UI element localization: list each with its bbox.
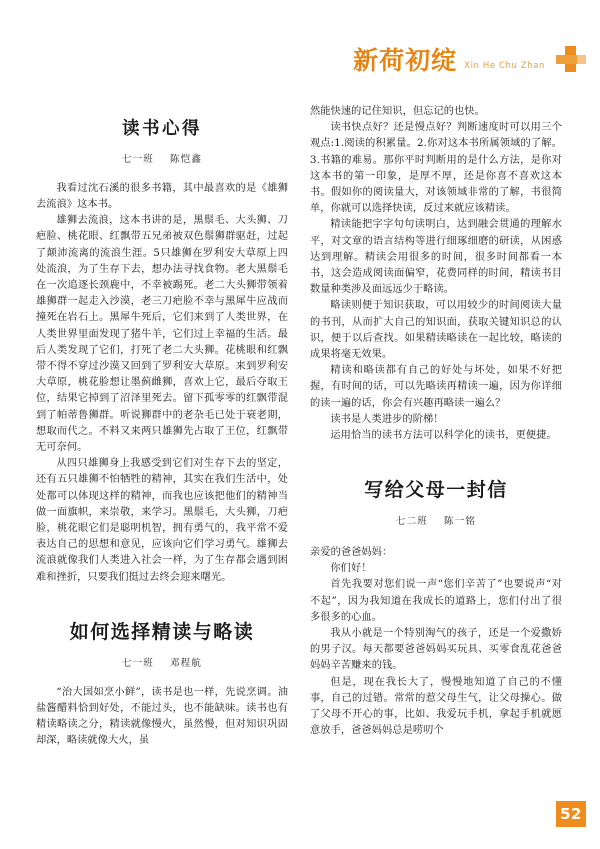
byline-author: 陈恺鑫 [170,153,203,165]
article-title-letter-to-parents: 写给父母一封信 [364,479,508,502]
page-number-badge: 52 [556,801,586,827]
article-title-reading-notes: 读书心得 [122,119,202,139]
paragraph: 首先我要对您们说一声“您们辛苦了”也要说声“对不起”，因为我知道在我成长的道路上，您们付出了很多很多的心血。 [310,579,562,623]
byline-class: 七一班 [121,153,154,165]
byline-class: 七一班 [121,657,154,669]
byline-class: 七二班 [395,515,428,527]
letter-greeting: 你们好！ [330,563,372,575]
paragraph: 从四只雄狮身上我感受到它们对生存下去的坚定，还有五只雄狮不怕牺牲的精神，其实在我们生活中，处处都可以体现这样的精神，而我也应该把他们的精神当做一面旗帜，来崇敬，来学习。黑鬃毛，大头狮，刀疤脸，桃花眼它们是聪明机智，拥有勇气的，我平常不爱表达自己的思想和意见，应该向它们学习勇气。雄狮去流浪就像我们人类进入社会一样，为了生存都会遇到困难和挫折，只要我们挺过去终会迎来曙光。 [36,458,288,583]
byline-author: 邓程航 [170,657,203,669]
paragraph: 略读则便于知识获取，可以用较少的时间阅读大量的书刊，从而扩大自己的知识面，获取关键知识总的认识，便于以后查找。如果精读略读在一起比较，略读的成果将毫无效果。 [310,300,562,361]
letter-salutation: 亲爱的爸爸妈妈： [310,546,393,558]
paragraph: “治大国如烹小鲜”，读书是也一样，先说烹调。油盐酱醋料恰到好处，不能过头，也不能缺味。读书也有精读略读之分，精读就像慢火，虽然慢，但对知识巩固却深，略读就像大火，虽 [36,686,288,747]
paragraph: 然能快速的记住知识，但忘记的也快。 [310,106,485,117]
publication-pinyin: Xin He Chu Zhan [464,61,545,71]
paragraph: 精读能把字字句句读明白，达到融会贯通的理解水平，对文章的语言结构等进行细琢细磨的研读，从困惑达到理解。精读会用很多的时间，很多时间都看一本书，这会造成阅读面偏窄，花费同样的时间，精读书目数量种类涉及面远远少于略读。 [310,219,562,296]
paragraph: 我看过沈石溪的很多书籍，其中最喜欢的是《雄狮去流浪》这本书。 [36,182,288,210]
article-columns [36,104,564,809]
article-title-intensive-vs-skim: 如何选择精读与略读 [69,620,255,643]
paragraph: 精读和略读都有自己的好处与坏处，如果不好把握，有时间的话，可以先略读再精读一遍，因为你详细的读一遍的话，你会有兴趣再略读一遍么？ [310,365,562,409]
paragraph: 读书是人类进步的阶梯！ [330,413,444,425]
paragraph: 运用恰当的读书方法可以科学化的读书，更便捷。 [330,430,557,442]
article-byline-letter-to-parents [310,513,562,527]
logo-mark-icon [556,46,586,72]
right-column [310,104,562,809]
left-column [36,104,288,809]
paragraph: 雄狮去流浪，这本书讲的是，黑鬃毛、大头狮、刀疤脸、桃花眼、红飘带五兄弟被双色鬃狮群驱赶，过起了颠沛流离的流浪生涯。5只雄狮在罗利安大草原上四处流浪，为了生存下去，想办法寻找食物。老大黑鬃毛在一次追逐长颈鹿中，不幸被踢死。老二大头狮带领着雄狮群一起走入沙漠，老三刀疤脸不幸与黑犀牛应战而撞死在岩石上。黑犀牛死后，它们来到了人类世界，在人类世界里面发现了猪牛羊，它们过上幸福的生活。最后人类发现了它们，打死了老二大头狮。花桃眼和红飘带不得不穿过沙漠又回到了罗利安大草原。来到罗利安大草原，桃花脸想让墨蓟雌狮，喜欢上它，最后夺取王位，结果它掉到了沼泽里死去。留下孤零零的红飘带混到了帕蒂鲁狮群。听说狮群中的老杂毛已处于衰老期，想取而代之。不料又来两只雄狮先占取了王位，红飘带无可奈何。 [36,215,288,453]
article-byline-intensive-vs-skim [36,655,288,669]
byline-author: 陈一铭 [444,515,477,527]
article-byline-reading-notes [36,151,288,165]
paragraph: 我从小就是一个特别淘气的孩子，还是一个爱撒娇的男子汉。每天都要爸爸妈妈买玩具、买零食乱花爸爸妈妈辛苦赚来的钱。 [310,627,562,672]
publication-title: 新荷初绽 [353,46,458,75]
masthead [0,46,600,92]
paragraph: 但是，现在我长大了，慢慢地知道了自己的不懂事，自己的过错。常常的惹父母生气，让父母操心。做了父母不开心的事，比如、我爱玩手机，拿起手机就愿意放手，爸爸妈妈总是唠叨个 [310,676,562,737]
masthead-inner [353,46,586,73]
paragraph: 读书快点好？还是慢点好？判断速度时可以用三个观点:1.阅读的积累量。2.你对这本书所属领域的了解。3.书籍的难易。那你平时判断用的是什么方法，是你对这本书的第一印象，是厚不厚，还是你喜不喜欢这本书。假如你的阅读量大，对该领域非常的了解，书很简单，你就可以选择快读，反过来就应该精读。 [310,122,562,215]
